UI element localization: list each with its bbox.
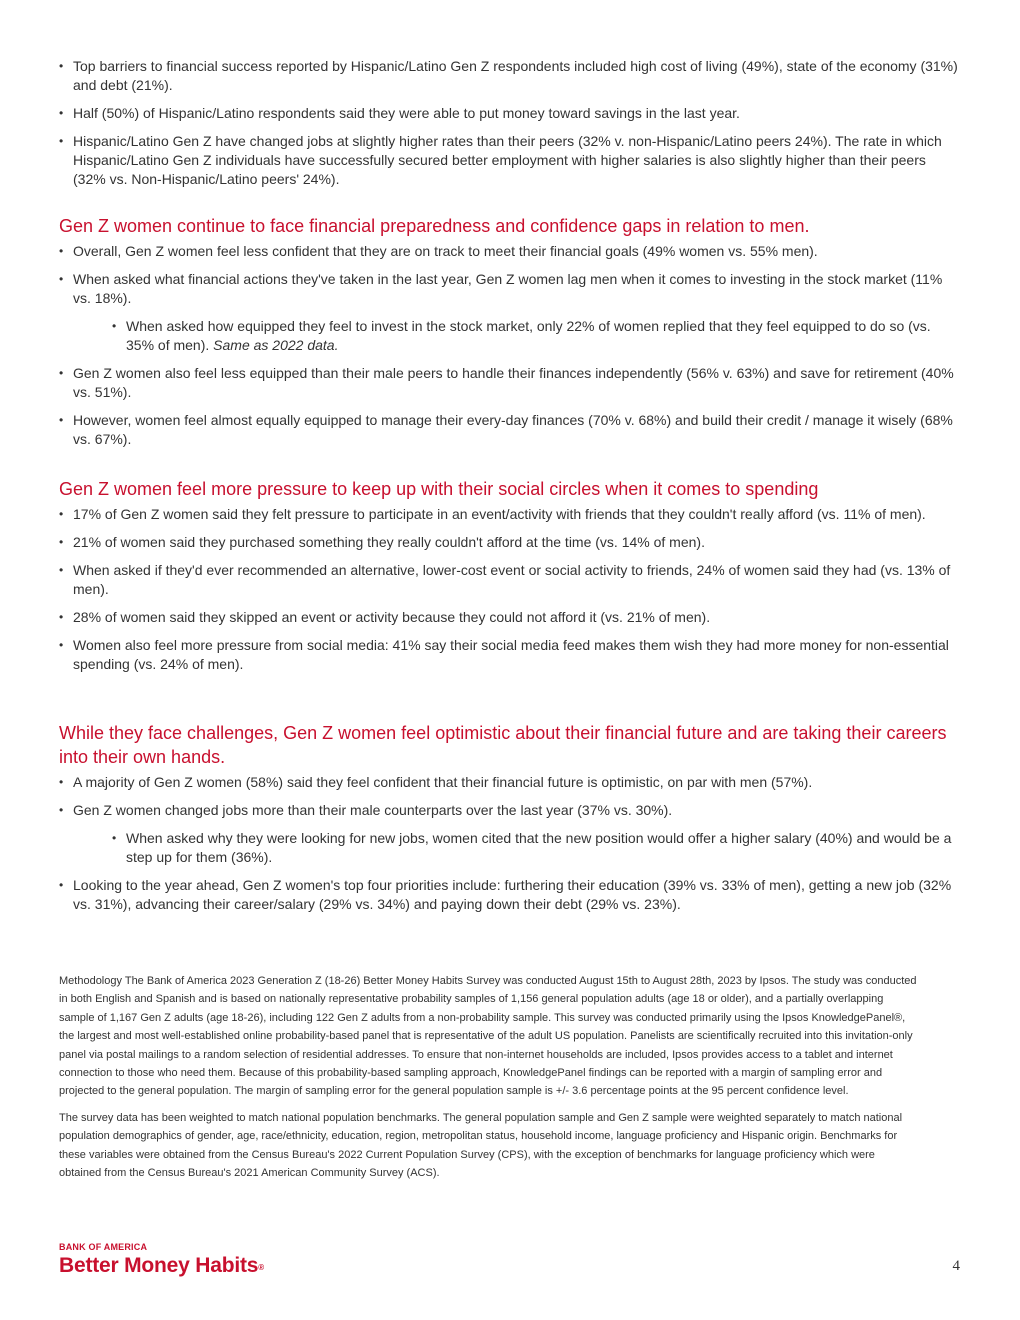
- bank-of-america-logo: [59, 1241, 264, 1279]
- list-item: • Looking to the year ahead, Gen Z women's top four priorities include: furthering their education (39% vs. 33% of men), getting a new job (32% vs. 31%), advancing their career/salary (29% vs. 34%) and paying down their debt (29% vs. 23%).: [59, 876, 959, 914]
- hispanic-latino-findings: [59, 57, 959, 198]
- logo-title-text: Better Money Habits: [59, 1254, 259, 1277]
- logo-title: [59, 1253, 264, 1279]
- list-item: • Top barriers to financial success reported by Hispanic/Latino Gen Z respondents included high cost of living (49%), state of the economy (31%) and debt (21%).: [59, 57, 959, 95]
- optimism-section: [59, 721, 959, 923]
- list-item: • 21% of women said they purchased something they really couldn't afford at the time (vs. 14% of men).: [59, 533, 959, 552]
- bullet-list: [59, 773, 959, 914]
- social-pressure-section: [59, 477, 959, 683]
- list-item: • Overall, Gen Z women feel less confident that they are on track to meet their financial goals (49% women vs. 55% men).: [59, 242, 959, 261]
- methodology-note: [59, 972, 919, 1190]
- section-heading: While they face challenges, Gen Z women feel optimistic about their financial future and are taking their careers into their own hands.: [59, 723, 947, 767]
- list-item: • Hispanic/Latino Gen Z have changed jobs at slightly higher rates than their peers (32% v. non-Hispanic/Latino peers 24%). The rate in which Hispanic/Latino Gen Z individuals have successfully secured better employment with higher salaries is also slightly higher than their peers (32% vs. Non-Hispanic/Latino peers' 24%).: [59, 132, 959, 189]
- list-item: • 28% of women said they skipped an event or activity because they could not afford it (vs. 21% of men).: [59, 608, 959, 627]
- bullet-list: [59, 57, 959, 189]
- list-item: • Gen Z women also feel less equipped than their male peers to handle their finances independently (56% v. 63%) and save for retirement (40% vs. 51%).: [59, 364, 959, 402]
- list-item: • When asked what financial actions they've taken in the last year, Gen Z women lag men when it comes to investing in the stock market (11% vs. 18%).: [59, 270, 959, 308]
- sub-list-item: • When asked why they were looking for new jobs, women cited that the new position would offer a higher salary (40%) and would be a step up for them (36%).: [112, 829, 959, 867]
- methodology-paragraph: Methodology The Bank of America 2023 Generation Z (18-26) Better Money Habits Survey was conducted August 15th to August 28th, 2023 by Ipsos. The study was conducted in both English and Spanish and is based on nationally representative probability samples of 1,156 general population adults (age 18 or older), and a partially overlapping sample of 1,167 Gen Z adults (age 18-26), including 122 Gen Z adults from a non-probability sample. This survey was conducted primarily using the Ipsos KnowledgePanel®, the largest and most well-established online probability-based panel that is representative of the adult US population. Panelists are scientifically recruited into this invitation-only panel via postal mailings to a random selection of residential addresses. To ensure that non-internet households are included, Ipsos provides access to a tablet and internet connection to those who need them. Because of this probability-based sampling approach, KnowledgePanel findings can be reported with a margin of sampling error and projected to the general population. The margin of sampling error for the general population sample is +/- 3.6 percentage points at the 95 percent confidence level.: [59, 975, 917, 1098]
- confidence-gaps-section: [59, 214, 959, 458]
- list-item: • When asked if they'd ever recommended an alternative, lower-cost event or social activity to friends, 24% of women said they had (vs. 13% of men).: [59, 561, 959, 599]
- sub-list-item: [112, 317, 959, 355]
- section-heading: Gen Z women feel more pressure to keep up with their social circles when it comes to spending: [59, 479, 819, 499]
- data-note: Same as 2022 data.: [213, 337, 339, 353]
- bullet-list: [59, 242, 959, 449]
- registered-mark: ®: [258, 1263, 264, 1272]
- list-item: • 17% of Gen Z women said they felt pressure to participate in an event/activity with friends that they couldn't really afford (vs. 11% of men).: [59, 505, 959, 524]
- weighting-paragraph: The survey data has been weighted to match national population benchmarks. The general population sample and Gen Z sample were weighted separately to match national population demographics of gender, age, race/ethnicity, education, region, metropolitan status, household income, language proficiency and Hispanic origin. Benchmarks for these variables were obtained from the Census Bureau's 2022 Current Population Survey (CPS), with the exception of benchmarks for language proficiency which were obtained from the Census Bureau's 2021 American Community Survey (ACS).: [59, 1111, 903, 1180]
- section-heading: Gen Z women continue to face financial preparedness and confidence gaps in relation to men.: [59, 216, 810, 236]
- sub-item-text: When asked how equipped they feel to invest in the stock market, only 22% of women replied that they feel equipped to do so (vs. 35% of men).: [126, 318, 931, 353]
- list-item: • Half (50%) of Hispanic/Latino respondents said they were able to put money toward savings in the last year.: [59, 104, 959, 123]
- list-item: • Women also feel more pressure from social media: 41% say their social media feed makes them wish they had more money for non-essential spending (vs. 24% of men).: [59, 636, 959, 674]
- list-item: • However, women feel almost equally equipped to manage their every-day finances (70% v. 68%) and build their credit / manage it wisely (68% vs. 67%).: [59, 411, 959, 449]
- list-item: • Gen Z women changed jobs more than their male counterparts over the last year (37% vs. 30%).: [59, 801, 959, 820]
- bullet-list: [59, 505, 959, 674]
- list-item: • A majority of Gen Z women (58%) said they feel confident that their financial future is optimistic, on par with men (57%).: [59, 773, 959, 792]
- page-number: 4: [952, 1258, 960, 1274]
- logo-brand-name: BANK OF AMERICA: [59, 1242, 148, 1252]
